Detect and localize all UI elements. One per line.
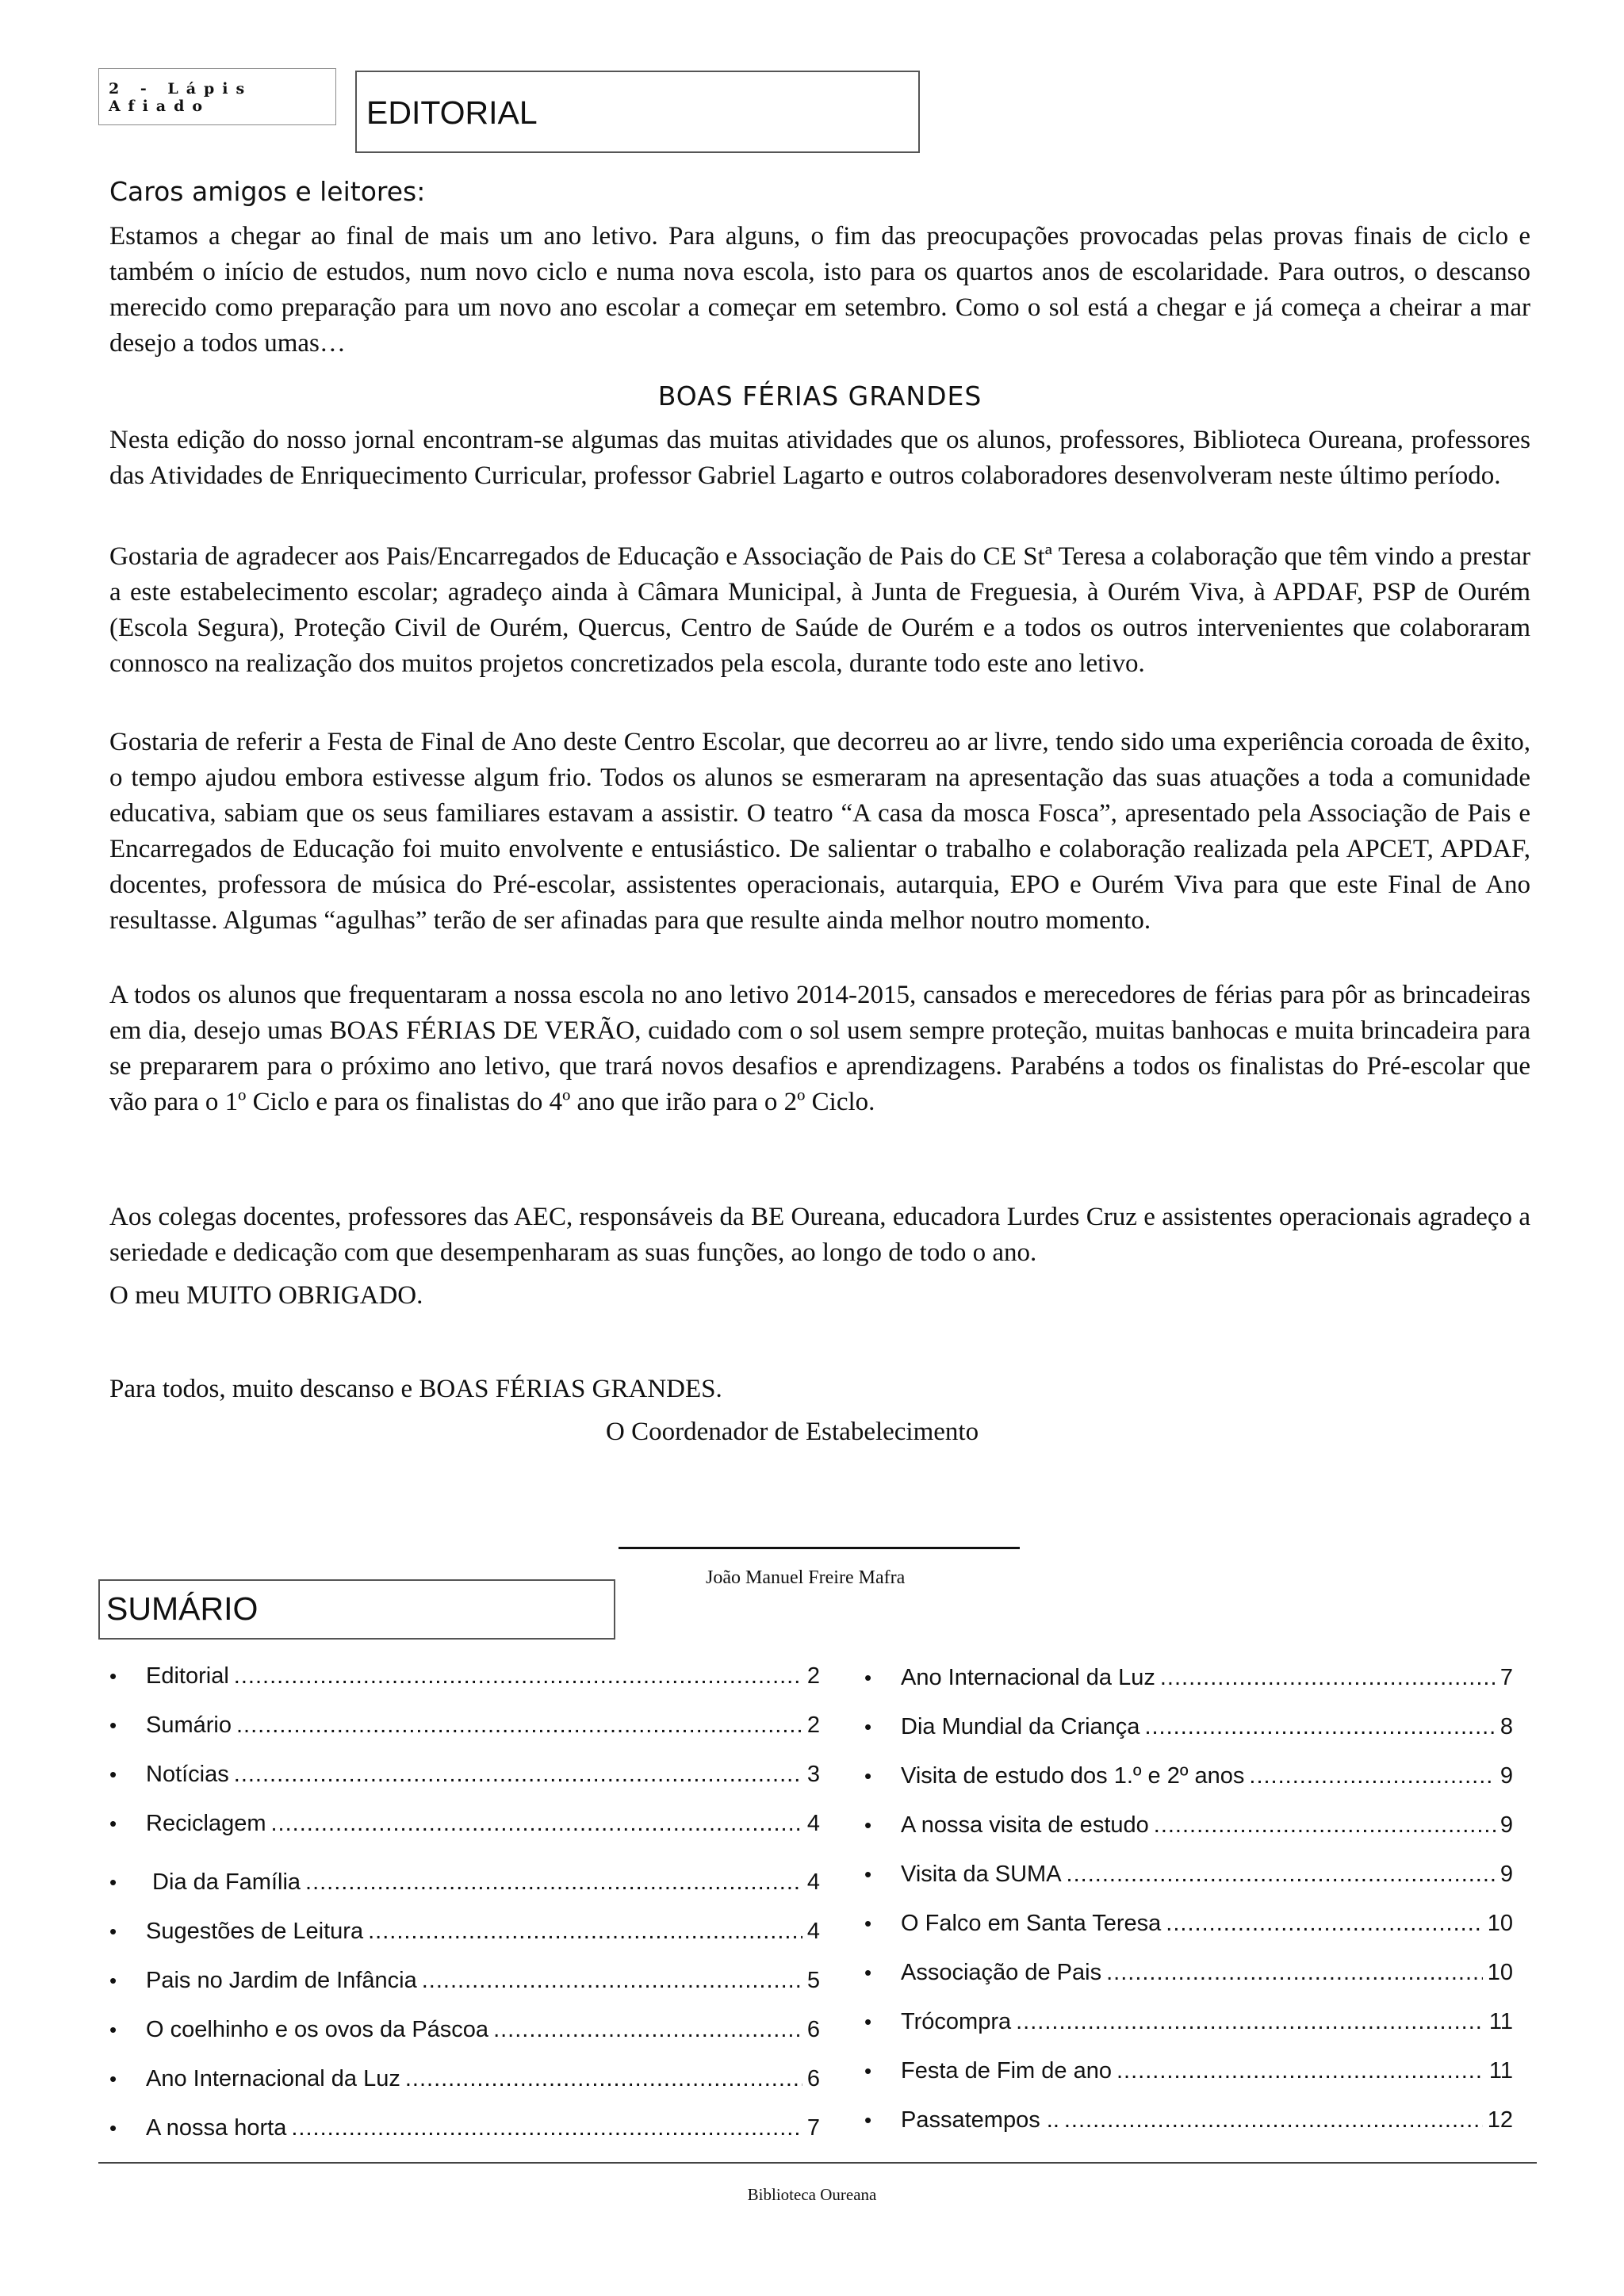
toc-item[interactable]: • Dia Mundial da Criança ..... 8 (864, 1714, 1513, 1740)
toc-item[interactable]: • Reciclagem ..... 4 (109, 1811, 820, 1837)
headline: BOAS FÉRIAS GRANDES (657, 381, 982, 411)
paragraph: Aos colegas docentes, professores das AEC, responsáveis da BE Oureana, educadora Lurdes Cruz e assistentes operacionais agradeço a seriedade e dedicação com que desempenharam as suas funções, ao longo de todo o ano. (109, 1203, 1530, 1267)
toc-item[interactable]: • Sumário ..... 2 (109, 1712, 820, 1739)
toc-item[interactable]: • Festa de Fim de ano ..... 11 (864, 2058, 1513, 2084)
signature-title: O Coordenador de Estabelecimento (606, 1418, 979, 1446)
toc-item[interactable]: • O Falco em Santa Teresa ..... 10 (864, 1911, 1513, 1937)
signature-name: João Manuel Freire Mafra (706, 1567, 906, 1588)
toc-item[interactable]: • Dia da Família ..... 4 (109, 1869, 820, 1896)
paragraph: Estamos a chegar ao final de mais um ano letivo. Para alguns, o fim das preocupações provocadas pelas provas finais de ciclo e também o início de estudos, num novo ciclo e numa nova escola, isto para os quartos anos de escolaridade. Para outros, o descanso merecido como preparação para um novo ano escolar a começar em setembro. Como o sol está a chegar e já começa a cheirar a mar desejo a todos umas… (109, 222, 1530, 358)
toc-item[interactable]: • Ano Internacional da Luz ..... 7 (864, 1665, 1513, 1691)
signature-line (619, 1547, 1020, 1549)
toc-item[interactable]: • Passatempos .. ..... 12 (864, 2107, 1513, 2133)
toc-item[interactable]: • Trócompra ..... 11 (864, 2009, 1513, 2035)
toc-item[interactable]: • O coelhinho e os ovos da Páscoa ..... 6 (109, 2017, 820, 2043)
footer-text: Biblioteca Oureana (747, 2185, 877, 2204)
toc-item[interactable]: • Editorial ..... 2 (109, 1663, 820, 1689)
paragraph: Para todos, muito descanso e BOAS FÉRIAS GRANDES. (109, 1375, 722, 1403)
toc-item[interactable]: • Ano Internacional da Luz ..... 6 (109, 2066, 820, 2092)
section-title-summary: SUMÁRIO (98, 1579, 615, 1640)
toc-item[interactable]: • A nossa visita de estudo ..... 9 (864, 1812, 1513, 1839)
section-title-editorial: EDITORIAL (355, 71, 920, 153)
toc-item[interactable]: • Sugestões de Leitura ..... 4 (109, 1919, 820, 1945)
toc-item[interactable]: • Pais no Jardim de Infância ..... 5 (109, 1968, 820, 1994)
paragraph: O meu MUITO OBRIGADO. (109, 1281, 423, 1310)
paragraph: Nesta edição do nosso jornal encontram-se algumas das muitas atividades que os alunos, professores, Biblioteca Oureana, professores das Atividades de Enriquecimento Curricular, professor Gabriel Lagarto e outros colaboradores desenvolveram neste último período. (109, 426, 1530, 490)
toc-item[interactable]: • Associação de Pais ..... 10 (864, 1960, 1513, 1986)
toc-item[interactable]: • Visita da SUMA ..... 9 (864, 1862, 1513, 1888)
toc-item[interactable]: • Visita de estudo dos 1.º e 2º anos ..... 9 (864, 1763, 1513, 1789)
footer-divider (98, 2162, 1537, 2164)
greeting: Caros amigos e leitores: (109, 176, 426, 207)
paragraph: Gostaria de agradecer aos Pais/Encarregados de Educação e Associação de Pais do CE Stª Teresa a colaboração que têm vindo a prestar a este estabelecimento escolar; agradeço ainda à Câmara Municipal, à Junta de Freguesia, à Ourém Viva, à APDAF, PSP de Ourém (Escola Segura), Proteção Civil de Ourém, Quercus, Centro de Saúde de Ourém e a todos os outros intervenientes que colaboraram connosco na realização dos muitos projetos concretizados pela escola, durante todo este ano letivo. (109, 542, 1530, 678)
paragraph: A todos os alunos que frequentaram a nossa escola no ano letivo 2014-2015, cansados e merecedores de férias para pôr as brincadeiras em dia, desejo umas BOAS FÉRIAS DE VERÃO, cuidado com o sol usem sempre proteção, muitas banhocas e muita brincadeira para se prepararem para o próximo ano letivo, que trará novos desafios e aprendizagens. Parabéns a todos os finalistas do Pré-escolar que vão para o 1º Ciclo e para os finalistas do 4º ano que irão para o 2º Ciclo. (109, 981, 1530, 1116)
toc-item[interactable]: • A nossa horta ..... 7 (109, 2115, 820, 2141)
paragraph: Gostaria de referir a Festa de Final de Ano deste Centro Escolar, que decorreu ao ar livre, tendo sido uma experiência coroada de êxito, o tempo ajudou embora estivesse algum frio. Todos os alunos se esmeraram na apresentação das suas atuações a toda a comunidade educativa, sabiam que os seus familiares estavam a assistir. O teatro “A casa da mosca Fosca”, apresentado pela Associação de Pais e Encarregados de Educação foi muito envolvente e entusiástico. De salientar o trabalho e colaboração realizada pela APCET, APDAF, docentes, professora de música do Pré-escolar, assistentes operacionais, autarquia, EPO e Ourém Viva para que este Final de Ano resultasse. Algumas “agulhas” terão de ser afinadas para que resulte ainda melhor noutro momento. (109, 728, 1530, 935)
toc-item[interactable]: • Notícias ..... 3 (109, 1762, 820, 1788)
page-number-tag: 2 - Lápis Afiado (98, 68, 336, 125)
